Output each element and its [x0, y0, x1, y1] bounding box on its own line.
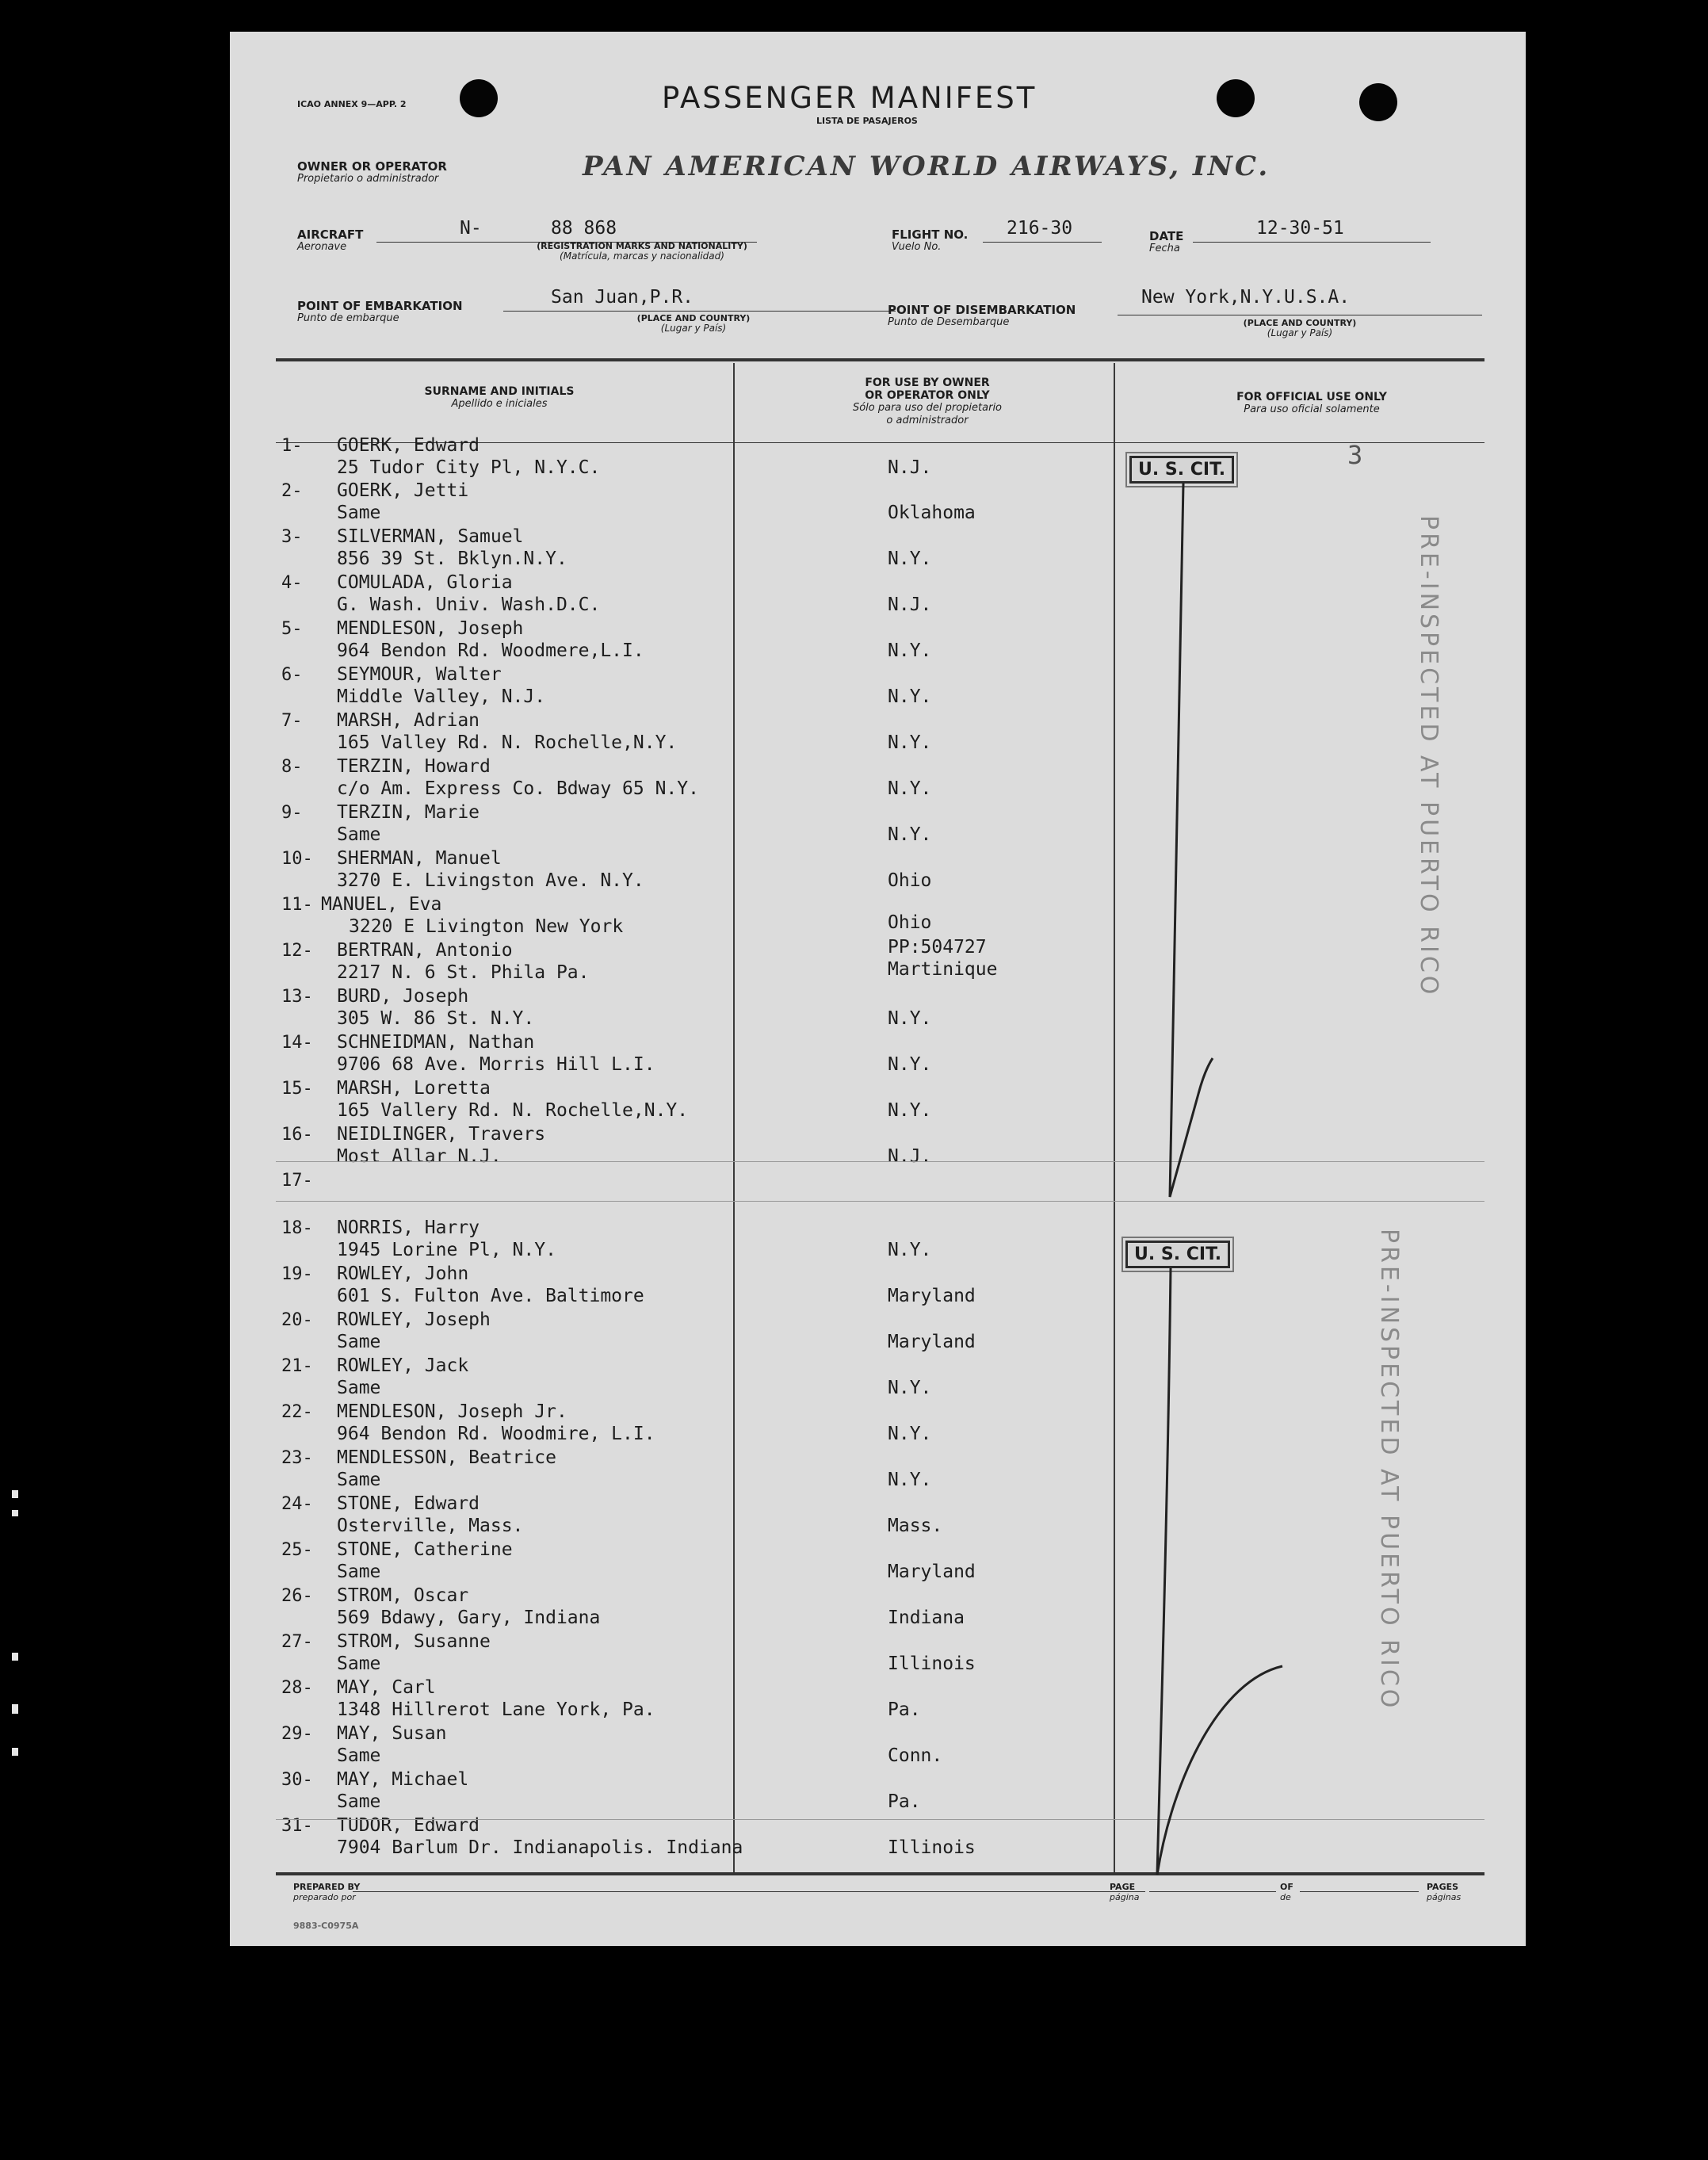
passenger-state: Indiana — [888, 1608, 965, 1628]
disembarkation-label: POINT OF DISEMBARKATION Punto de Desembarque — [888, 303, 1076, 328]
row-number: 17- — [281, 1171, 313, 1191]
passenger-name: ROWLEY, Jack — [337, 1355, 469, 1376]
passenger-address: Middle Valley, N.J. — [337, 686, 546, 707]
passenger-name: MENDLESSON, Beatrice — [337, 1447, 556, 1468]
passenger-state: Ohio — [888, 870, 932, 891]
passenger-state: Illinois — [888, 1653, 976, 1674]
passenger-address: 3270 E. Livingston Ave. N.Y. — [337, 870, 644, 891]
passenger-name: MENDLESON, Joseph Jr. — [337, 1401, 567, 1422]
form-reference: ICAO ANNEX 9—APP. 2 — [297, 99, 407, 109]
passenger-address: Same — [337, 1791, 381, 1812]
passenger-address: Same — [337, 1745, 381, 1766]
passenger-address: 25 Tudor City Pl, N.Y.C. — [337, 457, 601, 478]
of-label: OF de — [1280, 1882, 1293, 1902]
of-line — [1300, 1891, 1419, 1892]
row-number: 11- — [281, 895, 313, 915]
passenger-state: N.Y. — [888, 640, 932, 661]
passenger-name: MARSH, Adrian — [337, 710, 480, 731]
passenger-name: MARSH, Loretta — [337, 1078, 491, 1099]
column-header-name: SURNAME AND INITIALS Apellido e iniciales — [424, 385, 575, 410]
row-number: 14- — [281, 1033, 313, 1053]
column-divider-2 — [1114, 363, 1115, 1873]
scan-edge-mark — [12, 1653, 18, 1661]
check-mark-icon — [1149, 484, 1244, 1213]
passenger-address: Same — [337, 1562, 381, 1582]
passenger-state: N.J. — [888, 1146, 932, 1167]
passenger-name: ROWLEY, John — [337, 1264, 469, 1284]
us-citizen-stamp: U. S. CIT. — [1125, 1241, 1230, 1268]
passenger-name: MANUEL, Eva — [321, 894, 442, 915]
page-label: PAGE página — [1110, 1882, 1140, 1902]
row-number: 30- — [281, 1770, 313, 1790]
passenger-state: N.Y. — [888, 1378, 932, 1398]
row-number: 21- — [281, 1356, 313, 1376]
passenger-address: 1348 Hillrerot Lane York, Pa. — [337, 1699, 655, 1720]
punch-hole — [460, 79, 498, 117]
page-title: PASSENGER MANIFEST — [662, 81, 1037, 115]
passenger-name: GOERK, Edward — [337, 435, 480, 456]
passenger-state: Illinois — [888, 1837, 976, 1858]
owner-label: OWNER OR OPERATOR Propietario o administrador — [297, 159, 447, 185]
passenger-name: BERTRAN, Antonio — [337, 940, 513, 961]
passenger-state: N.Y. — [888, 1470, 932, 1490]
passenger-address: c/o Am. Express Co. Bdway 65 N.Y. — [337, 778, 699, 799]
scan-edge-mark — [12, 1490, 18, 1498]
passport-number: PP:504727 — [888, 937, 987, 958]
column-header-official: FOR OFFICIAL USE ONLY Para uso oficial solamente — [1236, 391, 1387, 415]
pages-label: PAGES páginas — [1427, 1882, 1462, 1902]
passenger-address: 964 Bendon Rd. Woodmere,L.I. — [337, 640, 644, 661]
passenger-address: Same — [337, 503, 381, 523]
passenger-name: MAY, Michael — [337, 1769, 469, 1790]
passenger-address: 569 Bdawy, Gary, Indiana — [337, 1608, 601, 1628]
passenger-state: Conn. — [888, 1745, 943, 1766]
passenger-address: Most Allar N.J. — [337, 1146, 502, 1167]
passenger-address: Same — [337, 824, 381, 845]
column-divider-1 — [733, 363, 735, 1873]
form-code: 9883-C0975A — [293, 1921, 359, 1931]
passenger-name: SILVERMAN, Samuel — [337, 526, 524, 547]
passenger-state: Mass. — [888, 1516, 943, 1536]
row-number: 9- — [281, 803, 303, 823]
passenger-name: SEYMOUR, Walter — [337, 664, 502, 685]
prepared-by-line — [353, 1891, 1145, 1892]
passenger-state: N.Y. — [888, 1100, 932, 1121]
row-number: 7- — [281, 711, 303, 731]
row-number: 20- — [281, 1310, 313, 1330]
passenger-address: Same — [337, 1470, 381, 1490]
table-bottom-rule — [276, 1872, 1484, 1875]
passenger-state: N.Y. — [888, 1008, 932, 1029]
passenger-state: Maryland — [888, 1332, 976, 1352]
row-number: 1- — [281, 436, 303, 456]
passenger-name: GOERK, Jetti — [337, 480, 469, 501]
passenger-state: Maryland — [888, 1286, 976, 1306]
manifest-sheet — [230, 32, 1526, 1946]
passenger-address: Same — [337, 1332, 381, 1352]
flight-number: 216-30 — [1007, 218, 1073, 239]
punch-hole — [1217, 79, 1255, 117]
passenger-state: N.Y. — [888, 1054, 932, 1075]
row-number: 5- — [281, 619, 303, 639]
row-number: 2- — [281, 481, 303, 501]
passenger-state: Maryland — [888, 1562, 976, 1582]
passenger-name: SHERMAN, Manuel — [337, 848, 502, 869]
passenger-name: NORRIS, Harry — [337, 1218, 480, 1238]
passenger-address: Osterville, Mass. — [337, 1516, 524, 1536]
passenger-name: STONE, Edward — [337, 1493, 480, 1514]
disembarkation-caption: (PLACE AND COUNTRY) (Lugar y País) — [1243, 318, 1357, 338]
prepared-by-label: PREPARED BY preparado por — [293, 1882, 361, 1902]
row-number: 25- — [281, 1540, 313, 1560]
row-number: 13- — [281, 987, 313, 1007]
aircraft-prefix: N- — [460, 218, 482, 239]
aircraft-label: AIRCRAFT Aeronave — [297, 227, 364, 253]
passenger-state: Ohio — [888, 912, 932, 933]
us-citizen-stamp: U. S. CIT. — [1129, 456, 1234, 484]
passenger-address: 9706 68 Ave. Morris Hill L.I. — [337, 1054, 655, 1075]
embarkation-place: San Juan,P.R. — [551, 287, 694, 308]
row-number: 15- — [281, 1079, 313, 1099]
embarkation-label: POINT OF EMBARKATION Punto de embarque — [297, 299, 463, 324]
row-separator — [276, 1161, 1484, 1162]
row-separator — [276, 1201, 1484, 1202]
flight-date: 12-30-51 — [1256, 218, 1344, 239]
registration-caption: (REGISTRATION MARKS AND NATIONALITY) (Matrícula, marcas y nacionalidad) — [537, 241, 747, 262]
embarkation-underline — [503, 311, 896, 312]
tally-mark: 3 — [1347, 440, 1363, 470]
passenger-state: N.Y. — [888, 732, 932, 753]
row-number: 3- — [281, 527, 303, 547]
row-number: 19- — [281, 1264, 313, 1284]
row-number: 18- — [281, 1218, 313, 1238]
preinspected-stamp: PRE-INSPECTED AT PUERTO RICO — [1375, 1229, 1403, 1711]
column-header-owner-use: FOR USE BY OWNER OR OPERATOR ONLY Sólo para uso del propietario o administrador — [852, 377, 1003, 426]
passenger-address: 7904 Barlum Dr. Indianapolis. Indiana — [337, 1837, 743, 1858]
row-number: 29- — [281, 1724, 313, 1744]
passenger-address: 3220 E Livington New York — [349, 916, 624, 937]
row-number: 31- — [281, 1816, 313, 1836]
punch-hole — [1359, 83, 1397, 121]
flight-underline — [983, 242, 1102, 243]
passenger-name: MENDLESON, Joseph — [337, 618, 524, 639]
passenger-name: ROWLEY, Joseph — [337, 1309, 491, 1330]
passenger-name: TERZIN, Marie — [337, 802, 480, 823]
passenger-name: COMULADA, Gloria — [337, 572, 513, 593]
passenger-state: N.Y. — [888, 1240, 932, 1260]
passenger-name: STONE, Catherine — [337, 1539, 513, 1560]
passenger-name: STROM, Oscar — [337, 1585, 469, 1606]
row-separator — [276, 1819, 1484, 1820]
row-number: 23- — [281, 1448, 313, 1468]
row-number: 10- — [281, 849, 313, 869]
passenger-address: 1945 Lorine Pl, N.Y. — [337, 1240, 556, 1260]
scan-edge-mark — [12, 1510, 18, 1516]
passenger-name: BURD, Joseph — [337, 986, 469, 1007]
date-underline — [1193, 242, 1431, 243]
passenger-state: N.Y. — [888, 549, 932, 569]
passenger-name: MAY, Susan — [337, 1723, 447, 1744]
passenger-address: 165 Valley Rd. N. Rochelle,N.Y. — [337, 732, 678, 753]
scan-edge-mark — [12, 1704, 18, 1714]
passenger-name: NEIDLINGER, Travers — [337, 1124, 546, 1145]
passenger-state: N.J. — [888, 594, 932, 615]
passenger-address: G. Wash. Univ. Wash.D.C. — [337, 594, 601, 615]
aircraft-number: 88 868 — [551, 218, 617, 239]
date-label: DATE Fecha — [1149, 229, 1184, 254]
passenger-address: Same — [337, 1378, 381, 1398]
passenger-state: N.Y. — [888, 778, 932, 799]
page-subtitle: LISTA DE PASAJEROS — [816, 116, 918, 126]
row-number: 28- — [281, 1678, 313, 1698]
passenger-state: Pa. — [888, 1791, 921, 1812]
row-number: 27- — [281, 1632, 313, 1652]
passenger-state: N.Y. — [888, 824, 932, 845]
flight-label: FLIGHT NO. Vuelo No. — [892, 227, 969, 253]
check-mark-icon — [1141, 1268, 1292, 1887]
row-number: 8- — [281, 757, 303, 777]
row-number: 26- — [281, 1586, 313, 1606]
preinspected-stamp: PRE-INSPECTED AT PUERTO RICO — [1415, 515, 1442, 998]
passenger-name: STROM, Susanne — [337, 1631, 491, 1652]
row-number: 4- — [281, 573, 303, 593]
row-number: 24- — [281, 1494, 313, 1514]
page-line — [1149, 1891, 1276, 1892]
airline-name: PAN AMERICAN WORLD AIRWAYS, INC. — [583, 151, 1270, 182]
passenger-address: 856 39 St. Bklyn.N.Y. — [337, 549, 567, 569]
table-top-rule — [276, 358, 1484, 361]
row-number: 22- — [281, 1402, 313, 1422]
row-number: 16- — [281, 1125, 313, 1145]
passenger-state: Oklahoma — [888, 503, 976, 523]
passenger-name: TUDOR, Edward — [337, 1815, 480, 1836]
passenger-address: 165 Vallery Rd. N. Rochelle,N.Y. — [337, 1100, 689, 1121]
scan-edge-mark — [12, 1748, 18, 1756]
passenger-name: MAY, Carl — [337, 1677, 436, 1698]
passenger-state: Martinique — [888, 959, 998, 980]
passenger-address: 2217 N. 6 St. Phila Pa. — [337, 962, 590, 983]
passenger-address: Same — [337, 1653, 381, 1674]
row-number: 6- — [281, 665, 303, 685]
passenger-address: 601 S. Fulton Ave. Baltimore — [337, 1286, 644, 1306]
passenger-state: N.Y. — [888, 1424, 932, 1444]
embarkation-caption: (PLACE AND COUNTRY) (Lugar y País) — [636, 313, 751, 334]
passenger-state: Pa. — [888, 1699, 921, 1720]
disembarkation-place: New York,N.Y.U.S.A. — [1141, 287, 1351, 308]
passenger-name: TERZIN, Howard — [337, 756, 491, 777]
passenger-name: SCHNEIDMAN, Nathan — [337, 1032, 535, 1053]
passenger-address: 305 W. 86 St. N.Y. — [337, 1008, 535, 1029]
row-number: 12- — [281, 941, 313, 961]
passenger-state: N.J. — [888, 457, 932, 478]
passenger-state: N.Y. — [888, 686, 932, 707]
passenger-address: 964 Bendon Rd. Woodmire, L.I. — [337, 1424, 655, 1444]
